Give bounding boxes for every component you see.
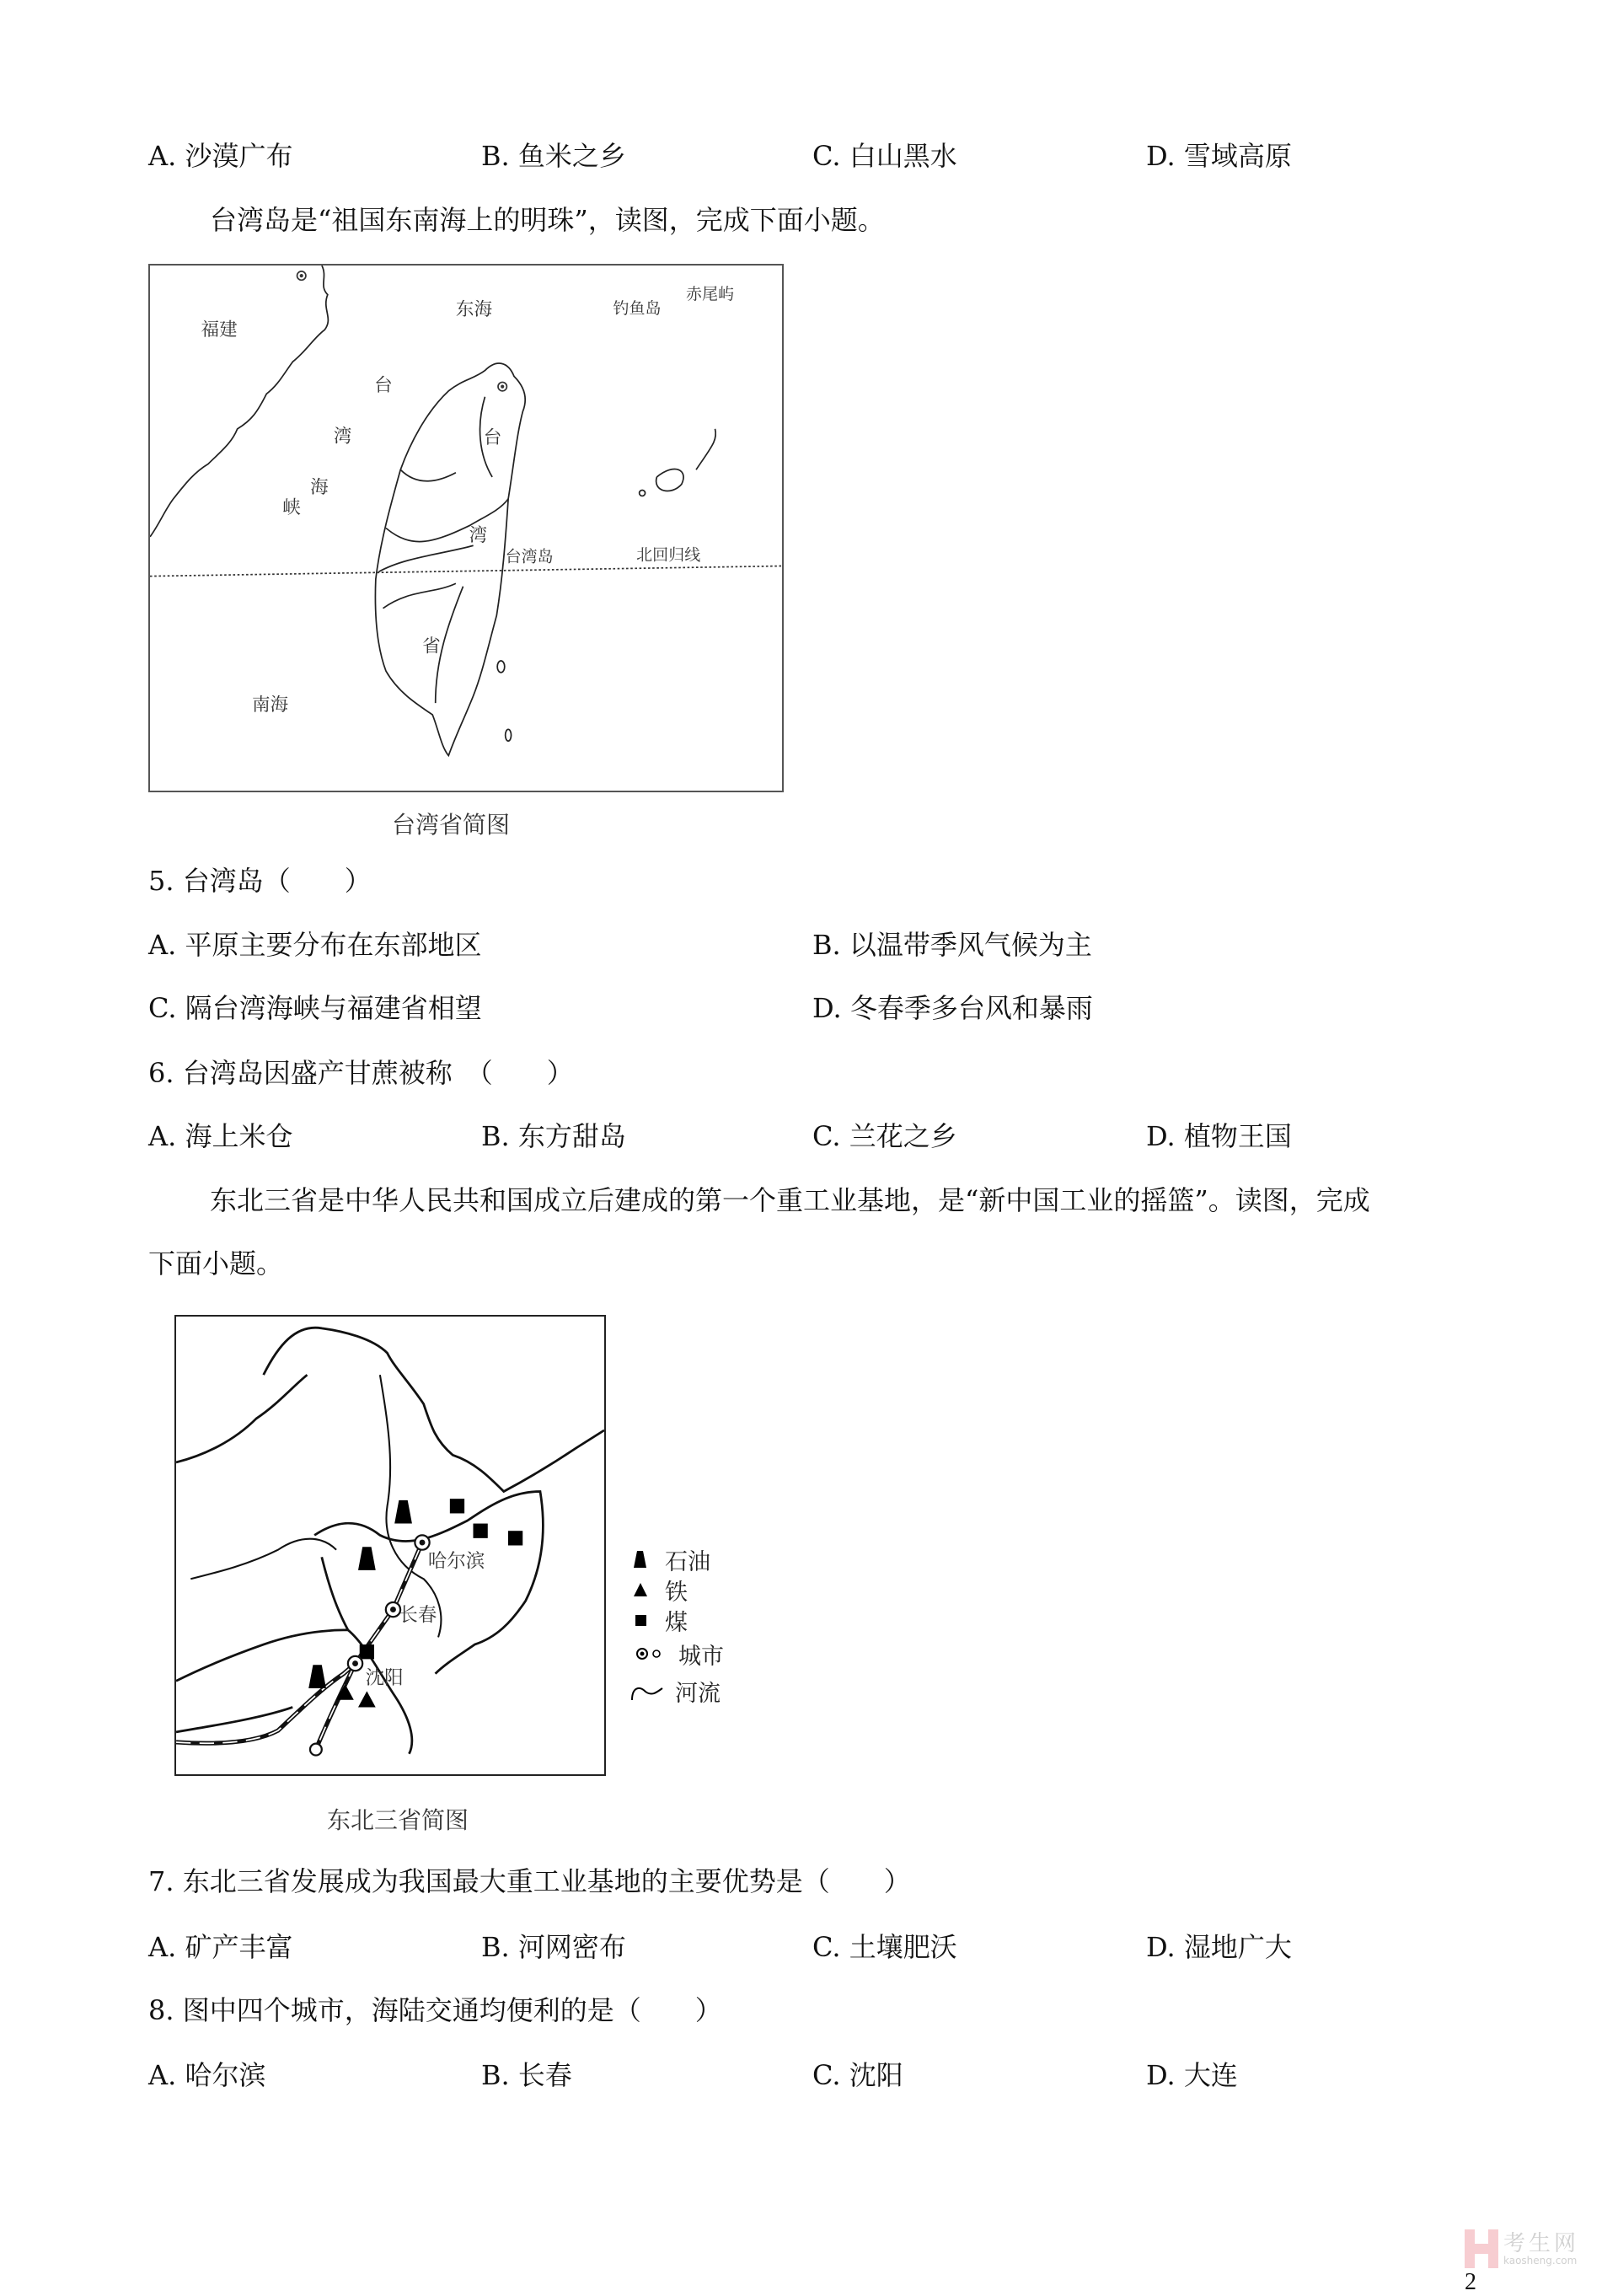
q4-option-c: C. 白山黑水 [812,140,957,172]
legend-coal: 煤 [665,1609,688,1636]
legend-oil: 石油 [665,1548,710,1575]
river-icon [628,1680,667,1702]
q7-stem: 7. 东北三省发展成为我国最大重工业基地的主要优势是（ ） [148,1865,911,1897]
q6-option-c: C. 兰花之乡 [812,1120,957,1152]
label-diaoyu: 钓鱼岛 [613,299,662,319]
q8-option-a: A. 哈尔滨 [148,2059,266,2091]
taiwan-island-outline [375,363,525,755]
q5-stem: 5. 台湾岛（ ） [148,865,372,897]
taiwan-intro: 台湾岛是“祖国东南海上的明珠”，读图，完成下面小题。 [210,204,885,236]
label-province-3: 省 [422,636,441,657]
northeast-intro-line-2: 下面小题。 [148,1247,284,1279]
q5-option-a: A. 平原主要分布在东部地区 [148,929,482,961]
city-icon [628,1643,670,1665]
iron-symbol [358,1691,376,1707]
northeast-intro-line-1: 东北三省是中华人民共和国成立后建成的第一个重工业基地，是“新中国工业的摇篮”。读图，完成 [210,1184,1370,1216]
taiwan-river [400,469,456,480]
taiwan-river [378,545,473,571]
q7-option-b: B. 河网密布 [481,1931,626,1963]
legend-river: 河流 [675,1680,721,1707]
northeast-map-caption: 东北三省简图 [326,1806,469,1834]
oil-symbol [358,1547,376,1570]
q6-option-d: D. 植物王国 [1146,1120,1292,1152]
northeast-map [174,1315,606,1776]
q6-option-b: B. 东方甜岛 [481,1120,626,1152]
city-label-changchun: 长春 [399,1604,437,1627]
watermark [1465,2229,1579,2268]
river [380,1375,442,1637]
q7-option-a: A. 矿产丰富 [148,1931,293,1963]
label-tropic: 北回归线 [636,545,701,565]
label-taiwan-island: 台湾岛 [505,547,554,566]
fujian-coastline [150,266,328,537]
label-strait-3: 海 [310,476,329,498]
taiwan-map [148,264,784,792]
label-donghai: 东海 [455,298,493,320]
q5-option-b: B. 以温带季风气候为主 [812,929,1092,961]
q8-option-b: B. 长春 [481,2059,572,2091]
q4-option-b: B. 鱼米之乡 [481,140,626,172]
page-number: 2 [1465,2269,1476,2295]
q8-stem: 8. 图中四个城市，海陆交通均便利的是（ ） [148,1994,722,2026]
q6-option-a: A. 海上米仓 [148,1120,293,1152]
legend-city: 城市 [678,1643,724,1670]
coal-symbol [508,1531,522,1545]
label-strait-2: 湾 [333,426,352,448]
northeast-map-legend [628,1544,724,1706]
legend-iron: 铁 [665,1579,688,1606]
taiwan-river [383,583,455,608]
q5-option-c: C. 隔台湾海峡与福建省相望 [148,992,482,1024]
q8-option-d: D. 大连 [1146,2059,1238,2091]
city-label-shenyang: 沈阳 [365,1666,404,1689]
iron-icon [628,1579,656,1601]
label-province-1: 台 [483,427,502,449]
q5-option-d: D. 冬春季多台风和暴雨 [812,992,1093,1024]
coal-icon [628,1609,656,1631]
taiwan-river [386,499,508,542]
label-strait-1: 台 [374,374,393,396]
oil-symbol [394,1500,412,1524]
coal-symbol [473,1524,487,1538]
national-border [264,1328,604,1491]
taiwan-map-caption: 台湾省简图 [391,811,511,839]
tropic-of-cancer-line [150,566,782,576]
watermark-logo-icon [1465,2229,1498,2268]
label-province-2: 湾 [469,525,488,547]
label-strait-4: 峡 [282,497,301,519]
iron-symbol [336,1684,354,1700]
river [190,1539,336,1580]
city-label-harbin: 哈尔滨 [427,1550,485,1573]
q4-option-d: D. 雪域高原 [1146,140,1292,172]
q4-option-a: A. 沙漠广布 [148,140,293,172]
coal-symbol [360,1644,374,1659]
watermark-name: 考生网 [1503,2231,1580,2256]
label-fujian: 福建 [201,319,238,341]
label-nanhai: 南海 [251,694,289,716]
q7-option-c: C. 土壤肥沃 [812,1931,957,1963]
oil-icon [628,1548,656,1570]
oil-symbol [308,1665,326,1688]
q8-option-c: C. 沈阳 [812,2059,903,2091]
q6-stem: 6. 台湾岛因盛产甘蔗被称 （ ） [148,1057,574,1089]
q7-option-d: D. 湿地广大 [1146,1931,1292,1963]
label-chiwei: 赤尾屿 [685,284,734,303]
coal-symbol [450,1499,464,1513]
watermark-domain: kaosheng.com [1503,2255,1578,2266]
